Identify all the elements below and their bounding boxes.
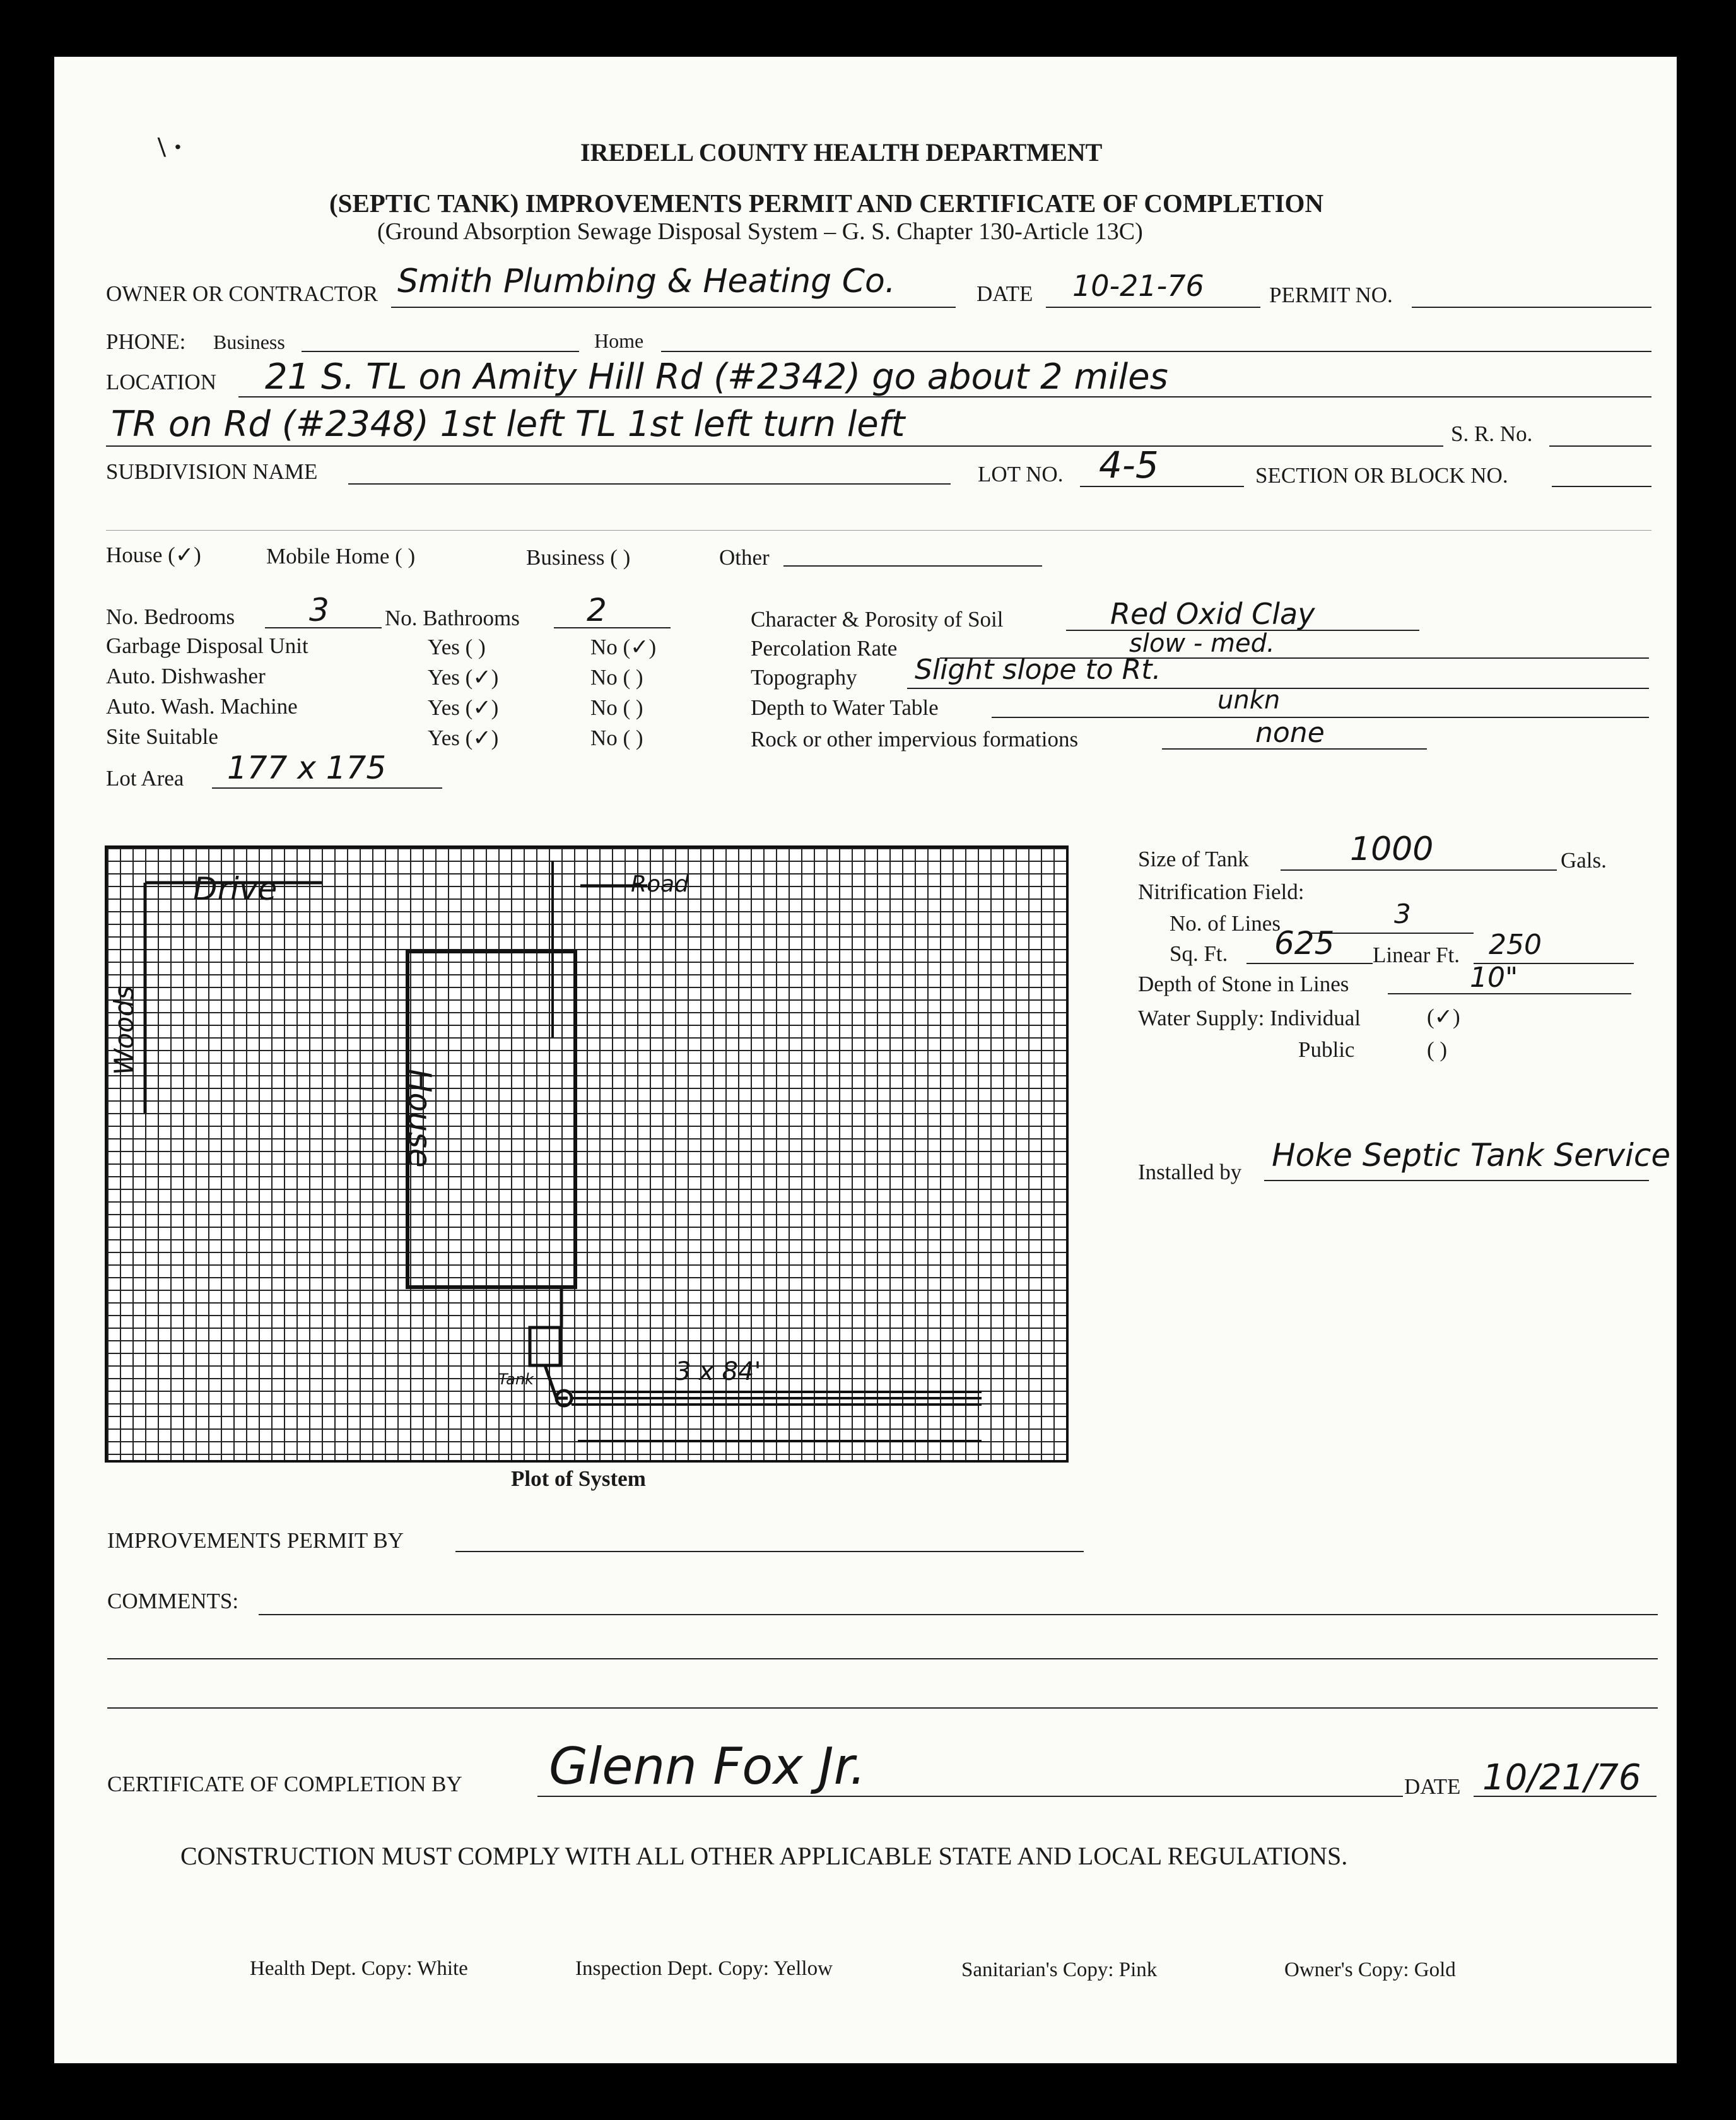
certificate-signature: Glenn Fox Jr. bbox=[549, 1737, 866, 1796]
plot-road-label: Road bbox=[631, 871, 689, 897]
bathrooms-value: 2 bbox=[587, 592, 607, 628]
lot-no-label: LOT NO. bbox=[978, 462, 1064, 486]
bedrooms-label: No. Bedrooms bbox=[106, 604, 235, 629]
bathrooms-label: No. Bathrooms bbox=[385, 606, 520, 630]
plot-house-label: House bbox=[401, 1069, 438, 1168]
water-supply-label: Water Supply: Individual bbox=[1138, 1006, 1361, 1030]
copy-owner: Owner's Copy: Gold bbox=[1284, 1958, 1456, 1981]
copy-health-dept: Health Dept. Copy: White bbox=[250, 1957, 468, 1980]
form-subtitle: (Ground Absorption Sewage Disposal System – G. S. Chapter 130-Article 13C) bbox=[377, 218, 1143, 245]
subdivision-label: SUBDIVISION NAME bbox=[106, 459, 318, 484]
tank-size-value: 1000 bbox=[1350, 830, 1434, 868]
water-supply-public-label: Public bbox=[1298, 1037, 1355, 1062]
sqft-label: Sq. Ft. bbox=[1170, 941, 1228, 966]
nitrification-label: Nitrification Field: bbox=[1138, 880, 1305, 904]
comments-label: COMMENTS: bbox=[107, 1589, 239, 1613]
site-suitable-label: Site Suitable bbox=[106, 724, 218, 749]
owner-value: Smith Plumbing & Heating Co. bbox=[397, 262, 896, 300]
lot-area-value: 177 x 175 bbox=[227, 750, 387, 786]
linear-ft-label: Linear Ft. bbox=[1373, 943, 1460, 967]
water-table-value: unkn bbox=[1217, 686, 1281, 715]
plot-field-label: 3 x 84' bbox=[675, 1357, 761, 1386]
location-line-1: 21 S. TL on Amity Hill Rd (#2342) go about 2 miles bbox=[265, 356, 1168, 398]
linear-ft-value: 250 bbox=[1489, 929, 1542, 961]
house-option[interactable]: House (✓) bbox=[106, 543, 201, 567]
plot-drive-label: Drive bbox=[193, 871, 278, 907]
stone-depth-label: Depth of Stone in Lines bbox=[1138, 972, 1349, 996]
rock-formations-label: Rock or other impervious formations bbox=[751, 727, 1079, 751]
plot-woods-label: Woods bbox=[108, 986, 139, 1075]
tank-size-label: Size of Tank bbox=[1138, 847, 1249, 871]
sqft-value: 625 bbox=[1274, 925, 1335, 962]
installed-by-label: Installed by bbox=[1138, 1160, 1242, 1184]
permit-no-label: PERMIT NO. bbox=[1269, 283, 1393, 307]
site-suitable-yes[interactable]: Yes (✓) bbox=[428, 726, 499, 750]
plot-caption: Plot of System bbox=[511, 1466, 646, 1491]
date-label: DATE bbox=[976, 281, 1033, 306]
garbage-disposal-yes[interactable]: Yes ( ) bbox=[428, 635, 486, 659]
other-label: Other bbox=[719, 545, 770, 570]
completion-date-label: DATE bbox=[1404, 1774, 1461, 1799]
certificate-label: CERTIFICATE OF COMPLETION BY bbox=[107, 1772, 462, 1796]
site-suitable-no[interactable]: No ( ) bbox=[590, 726, 643, 750]
business-option[interactable]: Business ( ) bbox=[526, 545, 631, 570]
plot-tank-label: Tank bbox=[498, 1370, 534, 1388]
rock-formations-value: none bbox=[1255, 717, 1325, 749]
dishwasher-no[interactable]: No ( ) bbox=[590, 665, 643, 690]
lines-label: No. of Lines bbox=[1170, 911, 1281, 936]
topography-value: Slight slope to Rt. bbox=[915, 654, 1161, 686]
mobile-home-option[interactable]: Mobile Home ( ) bbox=[266, 544, 416, 568]
garbage-disposal-no[interactable]: No (✓) bbox=[590, 635, 657, 659]
phone-business-label: Business bbox=[213, 331, 285, 353]
lot-no-value: 4-5 bbox=[1099, 444, 1159, 486]
percolation-value: slow - med. bbox=[1129, 629, 1275, 658]
sr-no-label: S. R. No. bbox=[1451, 421, 1533, 446]
section-label: SECTION OR BLOCK NO. bbox=[1255, 463, 1508, 488]
location-line-2: TR on Rd (#2348) 1st left TL 1st left turn left bbox=[111, 404, 905, 445]
water-supply-public-mark[interactable]: ( ) bbox=[1427, 1037, 1448, 1062]
location-label: LOCATION bbox=[106, 370, 216, 394]
plot-of-system-grid bbox=[105, 845, 1069, 1463]
dishwasher-label: Auto. Dishwasher bbox=[106, 664, 266, 688]
corner-mark: \ · bbox=[158, 131, 183, 163]
phone-home-label: Home bbox=[594, 329, 644, 352]
soil-character-label: Character & Porosity of Soil bbox=[751, 607, 1004, 632]
tank-gals-label: Gals. bbox=[1561, 848, 1607, 873]
plot-drawing bbox=[107, 848, 1066, 1460]
copy-sanitarian: Sanitarian's Copy: Pink bbox=[961, 1958, 1158, 1981]
copy-inspection-dept: Inspection Dept. Copy: Yellow bbox=[575, 1957, 833, 1980]
department-heading: IREDELL COUNTY HEALTH DEPARTMENT bbox=[580, 138, 1103, 167]
water-table-label: Depth to Water Table bbox=[751, 695, 939, 720]
lines-value: 3 bbox=[1394, 898, 1411, 929]
wash-machine-label: Auto. Wash. Machine bbox=[106, 694, 298, 719]
wash-machine-yes[interactable]: Yes (✓) bbox=[428, 695, 499, 720]
completion-date-value: 10/21/76 bbox=[1482, 1757, 1641, 1798]
form-title: (SEPTIC TANK) IMPROVEMENTS PERMIT AND CERTIFICATE OF COMPLETION bbox=[329, 189, 1324, 218]
date-value: 10-21-76 bbox=[1072, 269, 1204, 303]
lot-area-label: Lot Area bbox=[106, 766, 184, 791]
soil-character-value: Red Oxid Clay bbox=[1110, 597, 1315, 631]
owner-label: OWNER OR CONTRACTOR bbox=[106, 281, 378, 306]
percolation-label: Percolation Rate bbox=[751, 636, 898, 661]
phone-label: PHONE: bbox=[106, 329, 186, 354]
water-supply-individual-mark[interactable]: (✓) bbox=[1427, 1004, 1460, 1029]
topography-label: Topography bbox=[751, 665, 857, 690]
compliance-notice: CONSTRUCTION MUST COMPLY WITH ALL OTHER APPLICABLE STATE AND LOCAL REGULATIONS. bbox=[180, 1842, 1348, 1870]
improvements-permit-label: IMPROVEMENTS PERMIT BY bbox=[107, 1528, 404, 1553]
garbage-disposal-label: Garbage Disposal Unit bbox=[106, 633, 308, 658]
stone-depth-value: 10" bbox=[1470, 962, 1518, 994]
bedrooms-value: 3 bbox=[309, 592, 329, 628]
wash-machine-no[interactable]: No ( ) bbox=[590, 695, 643, 720]
dishwasher-yes[interactable]: Yes (✓) bbox=[428, 665, 499, 690]
installed-by-value: Hoke Septic Tank Service bbox=[1272, 1137, 1671, 1174]
